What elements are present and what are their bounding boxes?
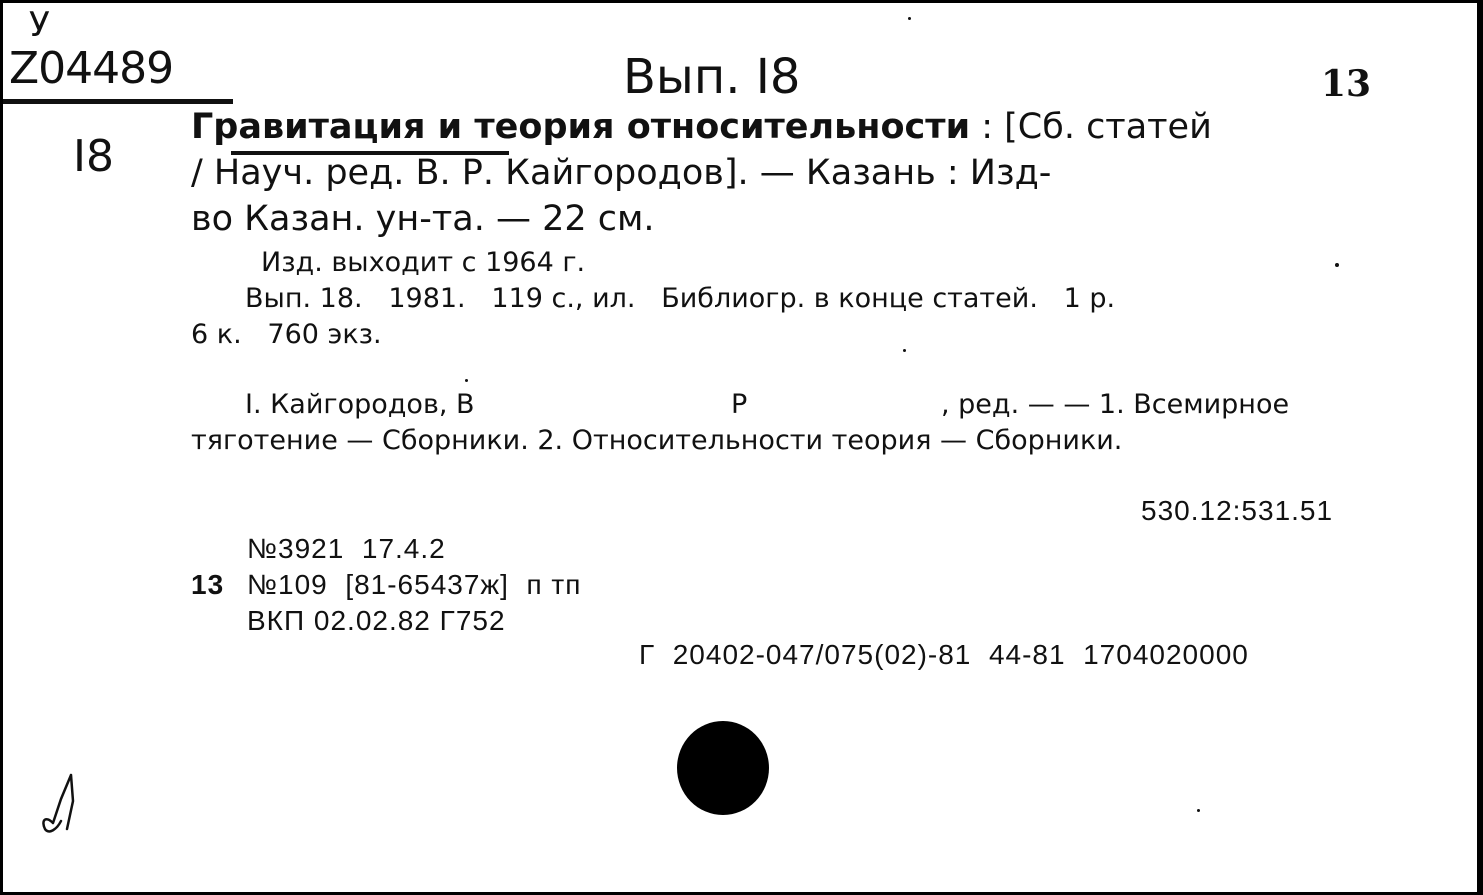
title-line-1	[191, 107, 1212, 147]
handwritten-mark-icon	[31, 771, 81, 841]
issue-details-line-a: Вып. 18. 1981. 119 с., ил. Библиогр. в конце статей. 1 р.	[245, 283, 1116, 314]
speck	[908, 17, 911, 20]
registry-line-2-prefix: 13	[191, 569, 225, 600]
title-line-2: / Науч. ред. В. Р. Кайгородов]. — Казань : Изд-	[191, 153, 1052, 193]
subjects-line-2: тяготение — Сборники. 2. Относительности теория — Сборники.	[191, 425, 1123, 456]
speck	[1197, 809, 1200, 812]
subjects-line-1c: , ред. — — 1. Всемирное	[941, 389, 1290, 420]
shelf-volume: I8	[73, 131, 114, 182]
issue-heading: Вып. I8	[623, 49, 801, 105]
title-line-1-rest: : [Сб. статей	[970, 107, 1212, 147]
subjects-line-1b: Р	[731, 389, 748, 420]
subjects-line-1a: I. Кайгородов, В	[245, 389, 475, 420]
title-line-3: во Казан. ун-та. — 22 см.	[191, 199, 655, 239]
registry-line-2: №109 [81-65437ж] п тп	[247, 569, 582, 600]
udc-code: 530.12:531.51	[1141, 495, 1334, 526]
shelf-mark-underline	[3, 99, 233, 104]
publication-since: Изд. выходит с 1964 г.	[261, 247, 586, 278]
registry-line-3: ВКП 02.02.82 Г752	[247, 605, 506, 636]
registry-line-1: №3921 17.4.2	[247, 533, 446, 564]
page-number: 13	[1321, 63, 1372, 105]
issue-details-line-b: 6 к. 760 экз.	[191, 319, 382, 350]
speck	[465, 379, 468, 382]
shelf-mark-top: У	[29, 5, 50, 45]
registry-code-line: Г 20402-047/075(02)-81 44-81 1704020000	[639, 639, 1249, 670]
punch-hole	[677, 721, 769, 815]
speck	[1335, 263, 1339, 267]
shelf-mark-number: Z04489	[9, 43, 174, 94]
title-bold: Гравитация и теория относительности	[191, 107, 971, 147]
speck	[903, 349, 906, 352]
